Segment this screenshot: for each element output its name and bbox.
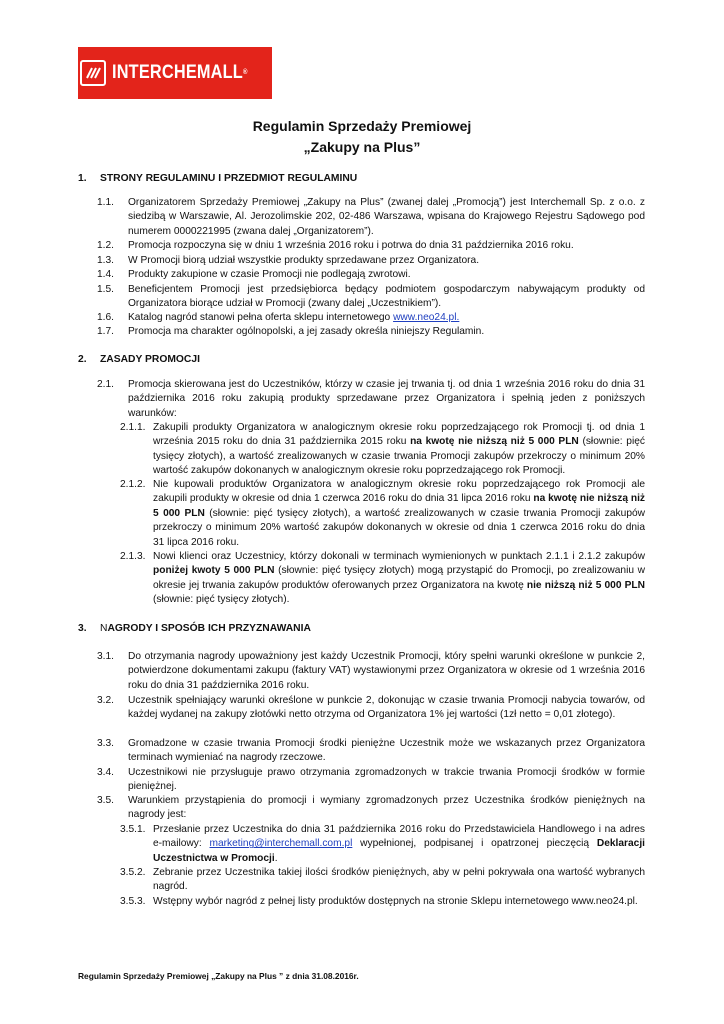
logo-emblem-icon (80, 60, 106, 86)
section-1-heading: 1. STRONY REGULAMINU I PRZEDMIOT REGULAMINU (78, 173, 358, 184)
clause-1-2: 1.2. Promocja rozpoczyna się w dniu 1 września 2016 roku i potrwa do dnia 31 października 2016 roku. (97, 240, 574, 251)
clause-1-6: 1.6. Katalog nagród stanowi pełna oferta sklepu internetowego www.neo24.pl. (97, 312, 460, 323)
clause-3-1: 3.1. Do otrzymania nagrody upoważniony jest każdy Uczestnik Promocji, który spełni warunki określone w punkcie 2, potwierdzone dokumentami zakupu (faktury VAT) wystawionymi przez Organizatora w okresie od 1 września 2016 roku do dnia 31 października 2016 roku. (97, 651, 645, 691)
clause-3-5-3: 3.5.3. Wstępny wybór nagród z pełnej listy produktów dostępnych na stronie Sklepu internetowego www.neo24.pl. (120, 896, 638, 907)
clause-3-5-2: 3.5.2. Zebranie przez Uczestnika takiej ilości środków pieniężnych, aby w pełni pokrywała ona wartość wybranych nagród. (120, 867, 645, 893)
document-subtitle: „Zakupy na Plus” (303, 139, 421, 155)
clause-1-1: 1.1. Organizatorem Sprzedaży Premiowej „Zakupy na Plus” (zwanej dalej „Promocją”) jest Interchemall Sp. z o.o. z siedzibą w Warszawie, Al. Jerozolimskie 202, 02-486 Warszawa, wpisana do Krajowego Rejestru Sądowego pod numerem 0000221995 (zwana dalej „Organizatorem”). (97, 197, 645, 237)
clause-2-1-3: 2.1.3. Nowi klienci oraz Uczestnicy, którzy dokonali w terminach wymienionych w punktach 2.1.1 i 2.1.2 zakupów poniżej kwoty 5 000 PLN (słownie: pięć tysięcy złotych) mogą przystąpić do Promocji, po zrealizowaniu w okresie jej trwania zakupów produktów oferowanych przez Organizatora na kwotę nie niższą niż 5 000 PLN (słownie: pięć tysięcy złotych). (120, 551, 646, 606)
clause-1-4: 1.4. Produkty zakupione w czasie Promocji nie podlegają zwrotowi. (97, 269, 411, 280)
neo24-link[interactable]: www.neo24.pl. (393, 312, 460, 323)
clause-1-7: 1.7. Promocja ma charakter ogólnopolski, a jej zasady określa niniejszy Regulamin. (97, 326, 485, 337)
clause-2-1-2: 2.1.2. Nie kupowali produktów Organizatora w analogicznym okresie roku poprzedzającego rok Promocji ale zakupili produkty w okresie od dnia 1 czerwca 2016 roku do dnia 31 lipca 2016 roku na kwotę nie niższą niż 5 000 PLN (słownie: pięć tysięcy złotych), a wartość zrealizowanych w czasie trwania Promocji zakupów przekroczy o minimum 20% wartość zakupów dokonanych w okresie od dnia 1 czerwca 2016 roku do dnia 31 lipca 2016 roku. (120, 479, 646, 548)
section-3-heading: 3. NAGRODY I SPOSÓB ICH PRZYZNAWANIA (78, 623, 311, 634)
clause-3-5: 3.5. Warunkiem przystąpienia do promocji i wymiany zgromadzonych przez Uczestnika środków pieniężnych na nagrody jest: (97, 795, 645, 821)
interchemall-logo (78, 47, 272, 99)
clause-3-2: 3.2. Uczestnik spełniający warunki określone w punkcie 2, dokonując w czasie trwania Promocji nabycia towarów, od każdej wydanej na zakupy złotówki netto otrzyma od Organizatora 1% jej wartości (1zł netto = 0,01 złotego). (97, 695, 645, 721)
page-footer: Regulamin Sprzedaży Premiowej „Zakupy na Plus ” z dnia 31.08.2016r. (78, 971, 359, 981)
document-title: Regulamin Sprzedaży Premiowej (252, 118, 472, 134)
clause-1-5: 1.5. Beneficjentem Promocji jest przedsiębiorca będący podmiotem gospodarczym nabywającym produkty od Organizatora biorące udział w Promocji (zwany dalej „Uczestnikiem”). (97, 284, 645, 310)
section-2-heading: 2. ZASADY PROMOCJI (78, 354, 200, 365)
clause-3-5-1: 3.5.1. Przesłanie przez Uczestnika do dnia 31 października 2016 roku do Przedstawiciela Handlowego i na adres e-mailowy: marketing@interchemall.com.pl wypełnionej, podpisanej i opatrzonej pieczęcią Deklaracji Uczestnictwa w Promocji. (120, 824, 646, 864)
clause-2-1: 2.1. Promocja skierowana jest do Uczestników, którzy w czasie jej trwania tj. od dnia 1 września 2016 roku do dnia 31 października 2016 roku zakupią produkty sprzedawane przez Organizatora i spełnią jeden z poniższych warunków: (97, 379, 645, 419)
clause-3-4: 3.4. Uczestnikowi nie przysługuje prawo otrzymania zgromadzonych w trakcie trwania Promocji środków w formie pieniężnej. (97, 767, 645, 793)
marketing-email-link[interactable]: marketing@interchemall.com.pl (209, 838, 353, 850)
clause-2-1-1: 2.1.1. Zakupili produkty Organizatora w analogicznym okresie roku poprzedzającego rok Promocji tj. od dnia 1 września 2015 roku do dnia 31 października 2015 roku na kwotę nie niższą niż 5 000 PLN (słownie: pięć tysięcy złotych), a wartość zrealizowanych w czasie trwania Promocji zakupów przekroczy o minimum 20% wartość zakupów dokonanych w analogicznym okresie roku poprzedzającego rok Promocji. (120, 422, 645, 477)
logo-text: INTERCHEMALL® (112, 61, 248, 83)
clause-1-3: 1.3. W Promocji biorą udział wszystkie produkty sprzedawane przez Organizatora. (97, 255, 480, 266)
clause-3-3: 3.3. Gromadzone w czasie trwania Promocji środki pieniężne Uczestnik może we wskazanych przez Organizatora terminach wymieniać na nagrody rzeczowe. (97, 738, 645, 764)
